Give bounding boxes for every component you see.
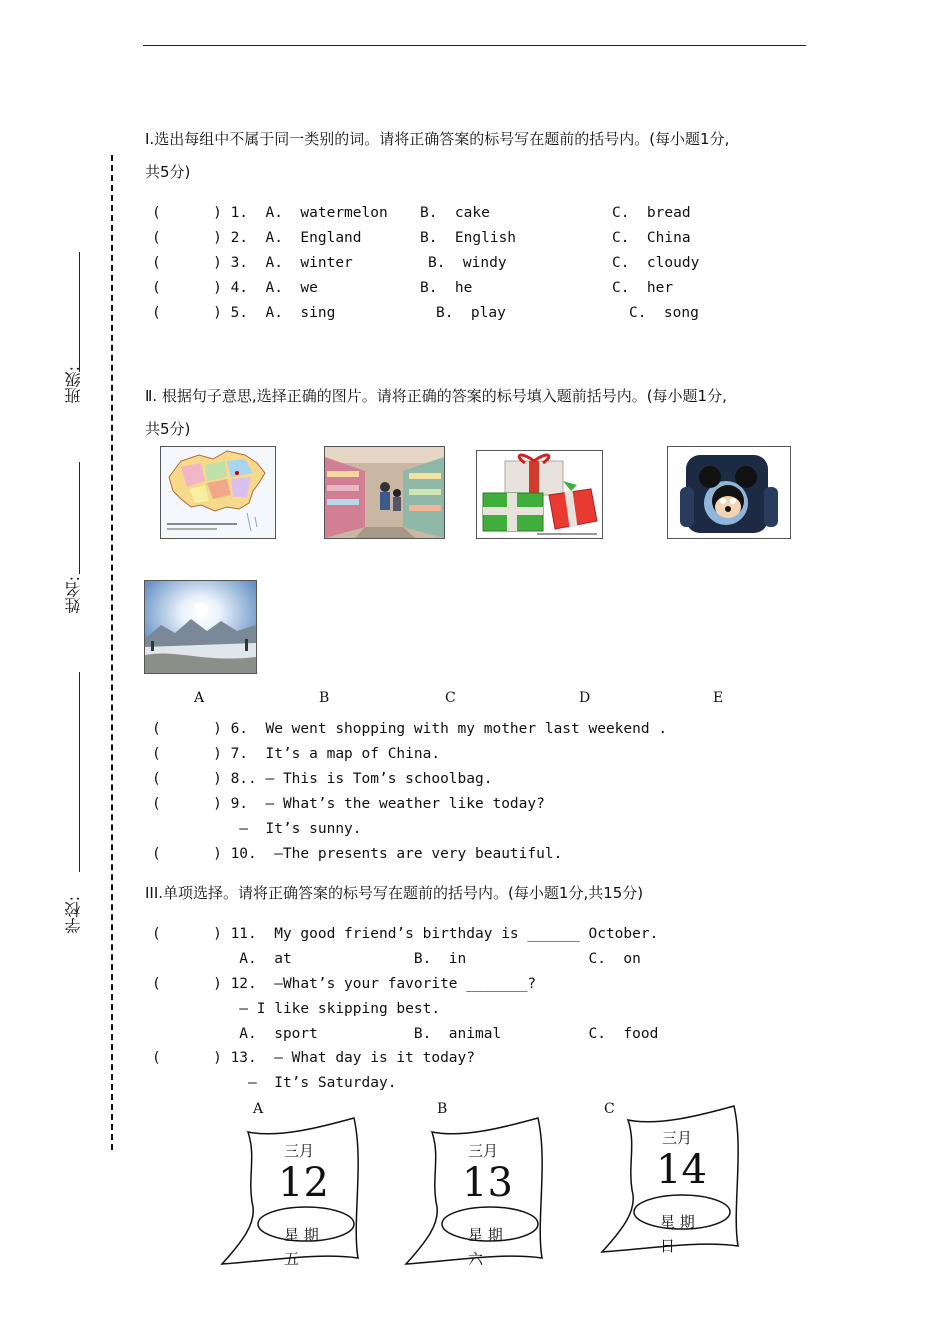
sunny-landscape-picture: [144, 580, 257, 674]
calendar-a-weekday: 五: [284, 1250, 300, 1268]
calendar-c-weekday-label: 星 期: [660, 1213, 695, 1231]
schoolbag-picture: [667, 446, 791, 539]
calendar-c-weekday: 日: [660, 1237, 676, 1255]
q5-text: ( ) 5. A. sing: [152, 305, 336, 321]
class-label: 班级:: [64, 366, 83, 404]
calendar-b-day: 13: [462, 1160, 513, 1206]
calendar-b-weekday-label: 星 期: [468, 1226, 503, 1244]
china-map-picture: [160, 446, 276, 539]
q12-options: A. sport B. animal C. food: [152, 1026, 659, 1042]
q5-option-b: B. play: [436, 305, 506, 321]
q3-text: ( ) 3. A. winter: [152, 255, 353, 271]
school-blank-line: [79, 672, 80, 872]
q11-text: ( ) 11. My good friend’s birthday is ______ October.: [152, 926, 659, 942]
picture-letter-a: A: [194, 690, 205, 706]
calendar-letter-c: C: [604, 1101, 615, 1117]
q12-answer-text: — I like skipping best.: [152, 1001, 441, 1017]
q5-option-c: C. song: [629, 305, 699, 321]
q4-text: ( ) 4. A. we: [152, 280, 318, 296]
calendar-a: [218, 1112, 364, 1268]
q8-text: ( ) 8.. — This is Tom’s schoolbag.: [152, 771, 493, 787]
calendar-b-weekday: 六: [468, 1250, 484, 1268]
calendar-a-weekday-label: 星 期: [284, 1226, 319, 1244]
calendar-b-month: 三月: [468, 1142, 499, 1160]
calendar-c: [598, 1100, 744, 1256]
picture-letter-b: B: [319, 690, 330, 706]
picture-letter-d: D: [579, 690, 591, 706]
q7-text: ( ) 7. It’s a map of China.: [152, 746, 441, 762]
q2-text: ( ) 2. A. England: [152, 230, 362, 246]
q3-option-c: C. cloudy: [612, 255, 700, 271]
q12-text: ( ) 12. —What’s your favorite _______?: [152, 976, 537, 992]
q4-option-c: C. her: [612, 280, 674, 296]
section1-title: Ⅰ.选出每组中不属于同一类别的词。请将正确答案的标号写在题前的括号内。(每小题1分,: [145, 130, 730, 148]
section2-title-cont: 共5分): [145, 420, 191, 438]
q2-option-c: C. China: [612, 230, 691, 246]
q9-answer-text: — It’s sunny.: [152, 821, 362, 837]
q3-option-b: B. windy: [428, 255, 507, 271]
q9-text: ( ) 9. — What’s the weather like today?: [152, 796, 545, 812]
name-label: 姓名:: [64, 576, 83, 614]
calendar-c-month: 三月: [662, 1129, 693, 1147]
calendar-letter-a: A: [253, 1101, 264, 1117]
picture-letter-e: E: [713, 690, 724, 706]
header-rule: [143, 45, 806, 46]
q1-text: ( ) 1. A. watermelon: [152, 205, 388, 221]
q6-text: ( ) 6. We went shopping with my mother last weekend .: [152, 721, 668, 737]
calendar-a-month: 三月: [284, 1142, 315, 1160]
name-blank-line: [79, 462, 80, 574]
q11-options: A. at B. in C. on: [152, 951, 641, 967]
calendar-letter-b: B: [437, 1101, 448, 1117]
class-blank-line: [79, 252, 80, 372]
supermarket-picture: [324, 446, 445, 539]
calendar-c-day: 14: [656, 1147, 707, 1193]
picture-letter-c: C: [445, 690, 456, 706]
q1-option-b: B. cake: [420, 205, 490, 221]
presents-picture: [476, 450, 603, 539]
q4-option-b: B. he: [420, 280, 473, 296]
q1-option-c: C. bread: [612, 205, 691, 221]
binding-dashed-line: [111, 155, 113, 1150]
calendar-b: [402, 1112, 548, 1268]
q13-text: ( ) 13. — What day is it today?: [152, 1050, 476, 1066]
section3-title: III.单项选择。请将正确答案的标号写在题前的括号内。(每小题1分,共15分): [145, 884, 644, 902]
school-label: 学校:: [64, 896, 83, 934]
calendar-a-day: 12: [278, 1160, 329, 1206]
q13-answer-text: — It’s Saturday.: [152, 1075, 397, 1091]
q10-text: ( ) 10. —The presents are very beautiful.: [152, 846, 563, 862]
section1-title-cont: 共5分): [145, 163, 191, 181]
q2-option-b: B. English: [420, 230, 517, 246]
section2-title: Ⅱ. 根据句子意思,选择正确的图片。请将正确的答案的标号填入题前括号内。(每小题1分,: [145, 387, 727, 405]
